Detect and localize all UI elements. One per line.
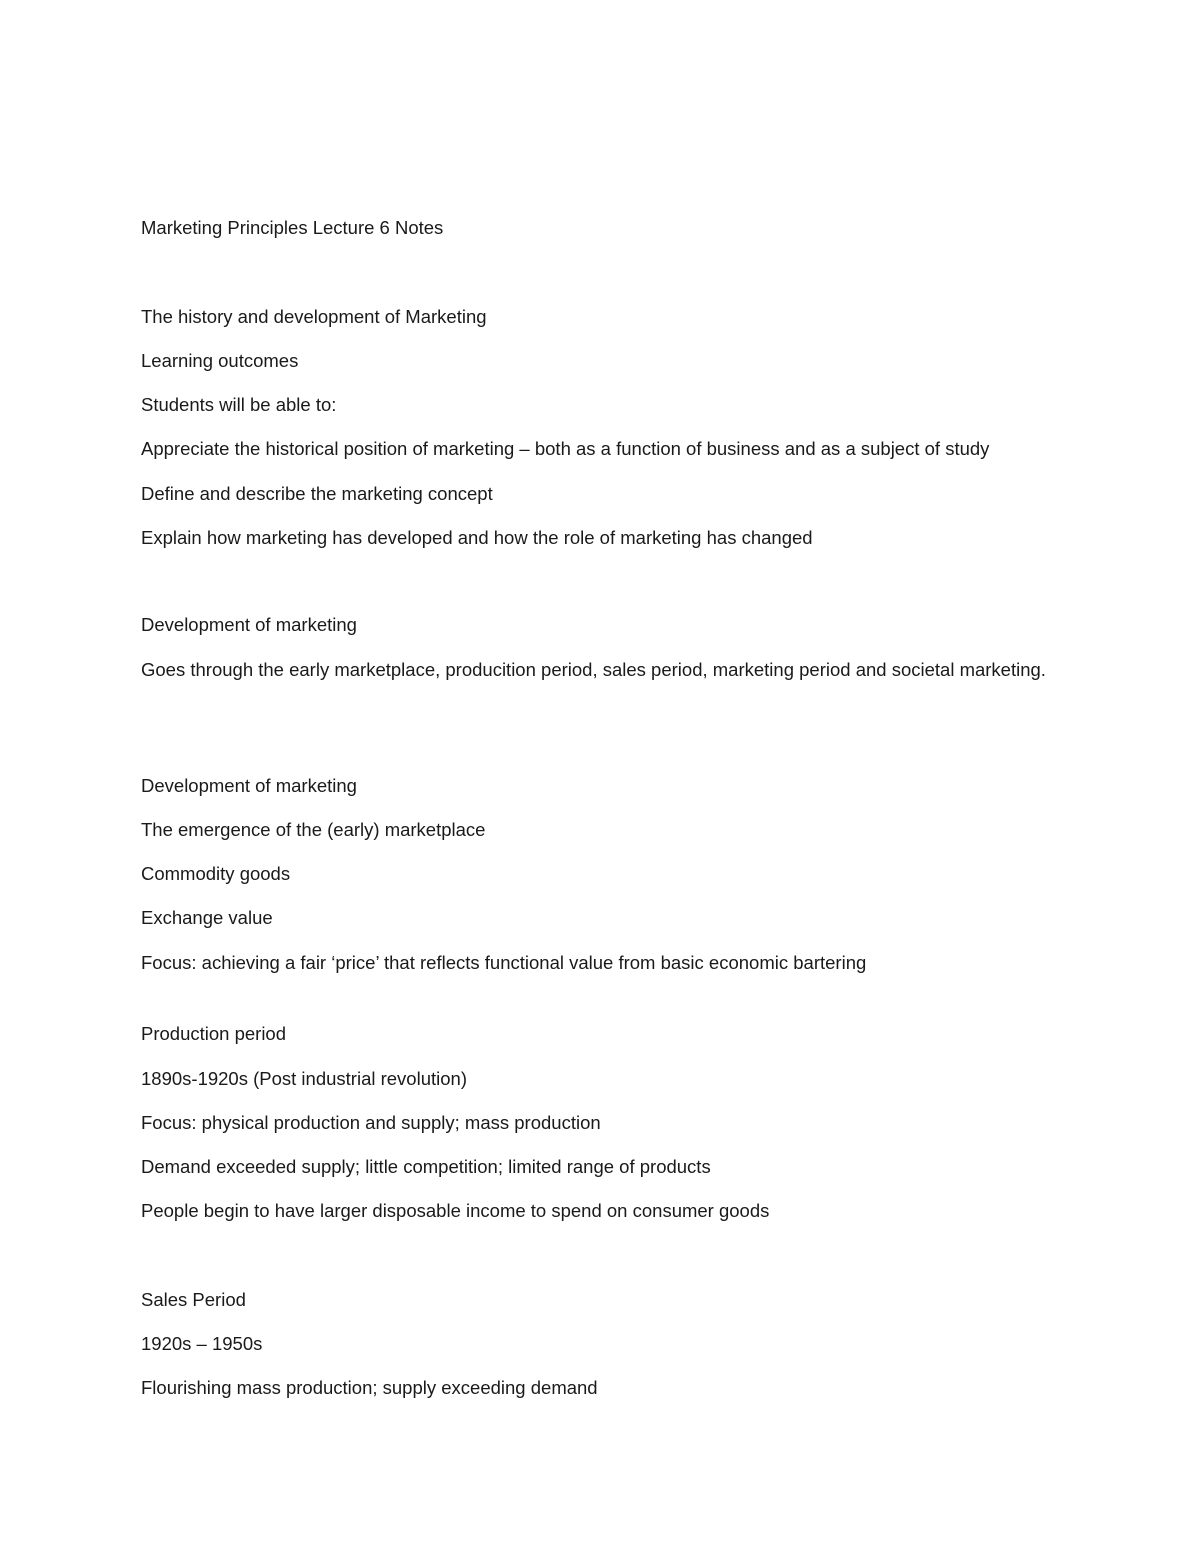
section-heading-sales-period: Sales Period — [141, 1289, 246, 1310]
outcome-item: Explain how marketing has developed and how the role of marketing has changed — [141, 527, 813, 548]
body-line: Exchange value — [141, 907, 273, 928]
body-line: Focus: achieving a fair ‘price’ that reflects functional value from basic economic bartering — [141, 952, 867, 973]
body-line: People begin to have larger disposable income to spend on consumer goods — [141, 1200, 770, 1221]
learning-outcomes-label: Learning outcomes — [141, 350, 299, 371]
section-heading-production-period: Production period — [141, 1023, 287, 1044]
body-line: Demand exceeded supply; little competition; limited range of products — [141, 1156, 711, 1177]
body-line: 1920s – 1950s — [141, 1333, 263, 1354]
section-heading-development: Development of marketing — [141, 775, 357, 796]
body-line: Focus: physical production and supply; mass production — [141, 1112, 601, 1133]
body-line: 1890s-1920s (Post industrial revolution) — [141, 1068, 467, 1089]
body-line: Flourishing mass production; supply exceeding demand — [141, 1377, 598, 1398]
body-line: The emergence of the (early) marketplace — [141, 819, 486, 840]
development-overview-text: Goes through the early marketplace, producition period, sales period, marketing period and societal marketing. — [141, 659, 1046, 680]
outcomes-lead: Students will be able to: — [141, 394, 337, 415]
outcome-item: Appreciate the historical position of marketing – both as a function of business and as a subject of study — [141, 438, 990, 459]
section-heading-development: Development of marketing — [141, 614, 357, 635]
outcome-item: Define and describe the marketing concept — [141, 483, 493, 504]
body-line: Commodity goods — [141, 863, 291, 884]
section-heading-history: The history and development of Marketing — [141, 306, 487, 327]
document-title: Marketing Principles Lecture 6 Notes — [141, 217, 444, 238]
